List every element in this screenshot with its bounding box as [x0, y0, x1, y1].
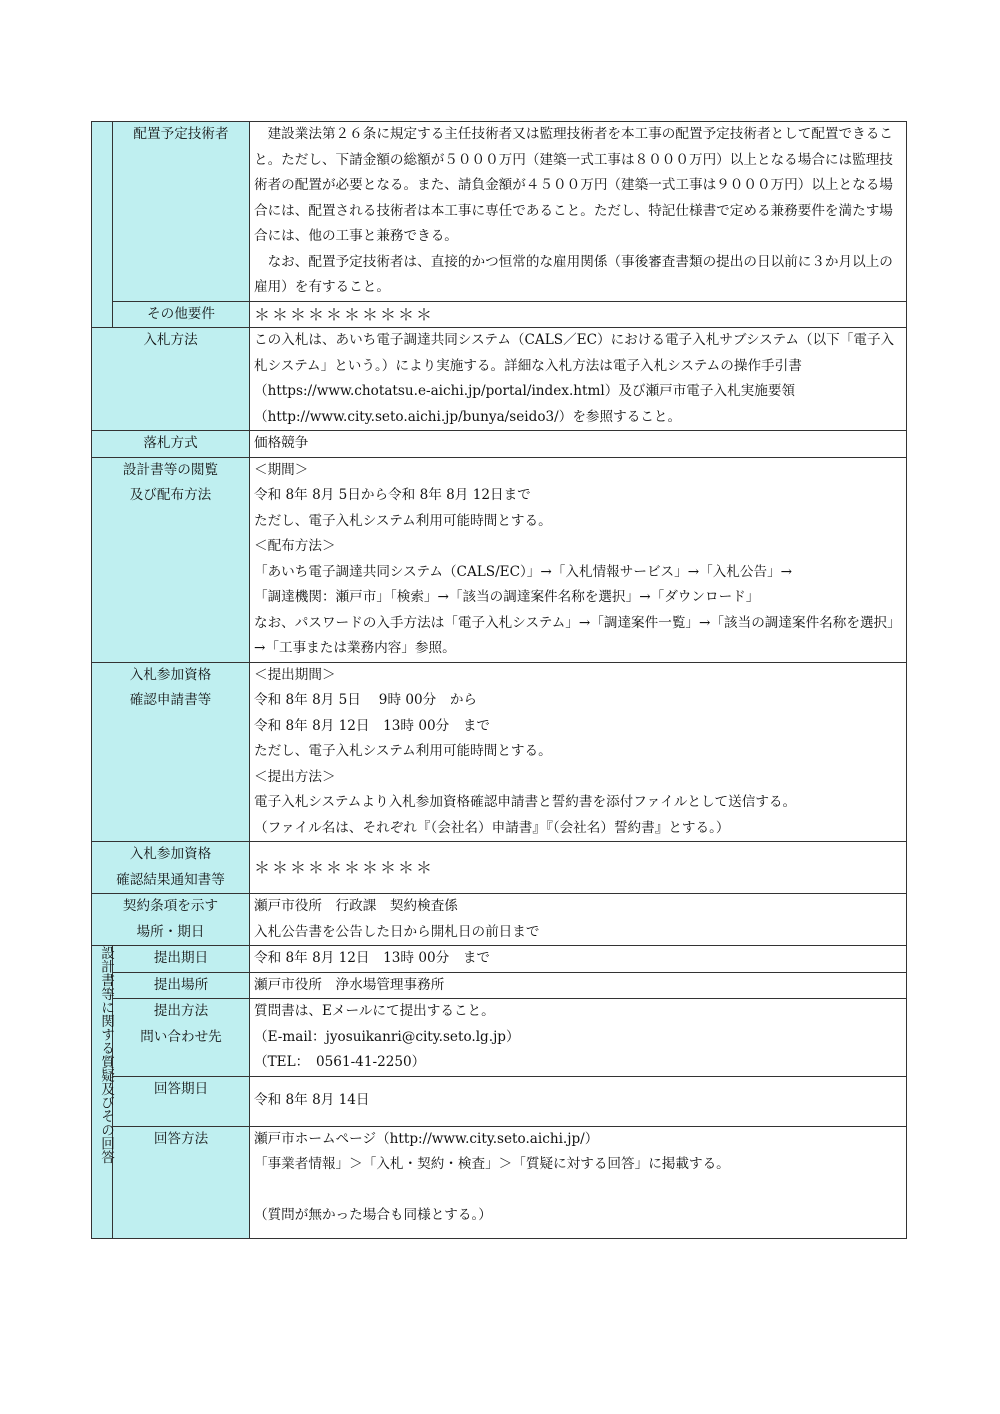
value-question-method	[250, 999, 907, 1077]
value-question-place: 瀬戸市役所 浄水場管理事務所	[250, 972, 907, 999]
question-method-line-1: 質問書は、Eメールにて提出すること。	[254, 1003, 495, 1019]
label-application-line-1: 入札参加資格	[129, 666, 212, 683]
row-engineer	[92, 122, 907, 302]
label-question-method	[113, 999, 250, 1077]
value-application	[250, 662, 907, 842]
value-answer-method	[250, 1126, 907, 1238]
design-docs-line: ただし、電子入札システム利用可能時間とする。	[254, 512, 552, 529]
value-award: 価格競争	[250, 431, 907, 458]
label-result-notice-line-1: 入札参加資格	[129, 846, 212, 862]
label-contract-terms-line-2: 場所・期日	[136, 923, 205, 940]
row-award	[92, 431, 907, 458]
row-answer-method	[92, 1126, 907, 1238]
design-docs-line: ＜配布方法＞	[254, 538, 336, 554]
label-result-notice	[92, 842, 250, 894]
label-design-docs	[92, 457, 250, 662]
label-application	[92, 662, 250, 842]
row-application	[92, 662, 907, 842]
label-application-line-2: 確認申請書等	[129, 692, 212, 708]
row-design-docs	[92, 457, 907, 662]
label-question-deadline: 提出期日	[113, 946, 250, 973]
answer-method-line-3: （質問が無かった場合も同様とする。）	[254, 1206, 492, 1223]
answer-method-spacer	[254, 1178, 902, 1203]
contract-terms-line-2: 入札公告書を公告した日から開札日の前日まで	[254, 923, 540, 940]
application-line: （ファイル名は、それぞれ『（会社名）申請書』『（会社名）誓約書』とする。）	[254, 819, 730, 836]
value-design-docs	[250, 457, 907, 662]
label-question-method-line-2: 問い合わせ先	[140, 1028, 222, 1045]
design-docs-line: 「あいち電子調達共同システム（CALS/EC）」→「入札情報サービス」→「入札公告」→	[254, 563, 793, 580]
label-bid-method: 入札方法	[92, 328, 250, 431]
side-label-questions	[92, 946, 113, 1239]
design-docs-line: 「調達機関：瀬戸市」「検索」→「該当の調達案件名称を選択」→「ダウンロード」	[254, 589, 760, 605]
question-method-line-2: （E-mail：jyosuikanri@city.seto.lg.jp）	[254, 1028, 520, 1045]
label-other: その他要件	[113, 301, 250, 328]
value-bid-method: この入札は、あいち電子調達共同システム（CALS／EC）における電子入札サブシステム（以下「電子入札システム」という。）により実施する。詳細な入札方法は電子入札システムの操作手引書（https://www.chotatsu.e-aichi.jp/portal/index.html）及び瀬戸市電子入札実施要領（http://www.city.seto.aichi.jp/bunya/seido3/）を参照すること。	[250, 328, 907, 431]
label-result-notice-line-2: 確認結果通知書等	[116, 871, 225, 888]
side-label-continued	[92, 122, 113, 328]
question-method-line-3: （TEL： 0561-41-2250）	[254, 1054, 426, 1070]
design-docs-line: 令和 8年 8月 5日から令和 8年 8月 12日まで	[254, 487, 531, 503]
row-other	[92, 301, 907, 328]
application-line: ＜提出期間＞	[254, 666, 336, 683]
row-question-place	[92, 972, 907, 999]
row-contract-terms	[92, 894, 907, 946]
design-docs-line: なお、パスワードの入手方法は「電子入札システム」→「調達案件一覧」→「該当の調達案件名称を選択」→「工事または業務内容」参照。	[254, 614, 901, 656]
row-question-deadline	[92, 946, 907, 973]
label-design-docs-line-2: 及び配布方法	[129, 487, 212, 503]
value-question-deadline: 令和 8年 8月 12日 13時 00分 まで	[250, 946, 907, 973]
application-line: ＜提出方法＞	[254, 768, 336, 785]
label-question-place: 提出場所	[113, 972, 250, 999]
row-bid-method	[92, 328, 907, 431]
label-answer-date: 回答期日	[113, 1076, 250, 1126]
answer-method-line-2: 「事業者情報」＞「入札・契約・検査」＞「質疑に対する回答」に掲載する。	[254, 1156, 730, 1172]
row-answer-date	[92, 1076, 907, 1126]
label-contract-terms-line-1: 契約条項を示す	[122, 898, 219, 914]
value-engineer	[250, 122, 907, 302]
label-engineer: 配置予定技術者	[113, 122, 250, 302]
engineer-paragraph-2: なお、配置予定技術者は、直接的かつ恒常的な雇用関係（事後審査書類の提出の日以前に３か月以上の雇用）を有すること。	[254, 253, 893, 295]
value-other: ＊＊＊＊＊＊＊＊＊＊	[250, 301, 907, 328]
label-answer-method: 回答方法	[113, 1126, 250, 1238]
row-result-notice	[92, 842, 907, 894]
application-line: 令和 8年 8月 12日 13時 00分 まで	[254, 717, 491, 734]
row-question-method	[92, 999, 907, 1077]
application-line: 電子入札システムより入札参加資格確認申請書と誓約書を添付ファイルとして送信する。	[254, 794, 797, 810]
engineer-paragraph-1: 建設業法第２６条に規定する主任技術者又は監理技術者を本工事の配置予定技術者として配置できること。ただし、下請金額の総額が５０００万円（建築一式工事は８０００万円）以上となる場合には監理技術者の配置が必要となる。また、請負金額が４５００万円（建築一式工事は９０００万円）以上となる場合には、配置される技術者は本工事に専任であること。ただし、特記仕様書で定める兼務要件を満たす場合には、他の工事と兼務できる。	[254, 126, 893, 244]
value-result-notice: ＊＊＊＊＊＊＊＊＊＊	[250, 842, 907, 894]
value-contract-terms	[250, 894, 907, 946]
answer-method-line-1: 瀬戸市ホームページ（http://www.city.seto.aichi.jp/）	[254, 1130, 599, 1147]
application-line: 令和 8年 8月 5日 9時 00分 から	[254, 692, 478, 708]
label-award: 落札方式	[92, 431, 250, 458]
label-design-docs-line-1: 設計書等の閲覧	[122, 461, 219, 478]
design-docs-line: ＜期間＞	[254, 461, 309, 478]
value-answer-date: 令和 8年 8月 14日	[250, 1076, 907, 1126]
side-label-questions-text: 設計書等に関する質疑及びその回答	[98, 946, 114, 1164]
application-line: ただし、電子入札システム利用可能時間とする。	[254, 743, 552, 759]
bid-notice-table	[91, 121, 907, 1239]
label-question-method-line-1: 提出方法	[153, 1003, 209, 1019]
contract-terms-line-1: 瀬戸市役所 行政課 契約検査係	[254, 898, 458, 914]
label-contract-terms	[92, 894, 250, 946]
